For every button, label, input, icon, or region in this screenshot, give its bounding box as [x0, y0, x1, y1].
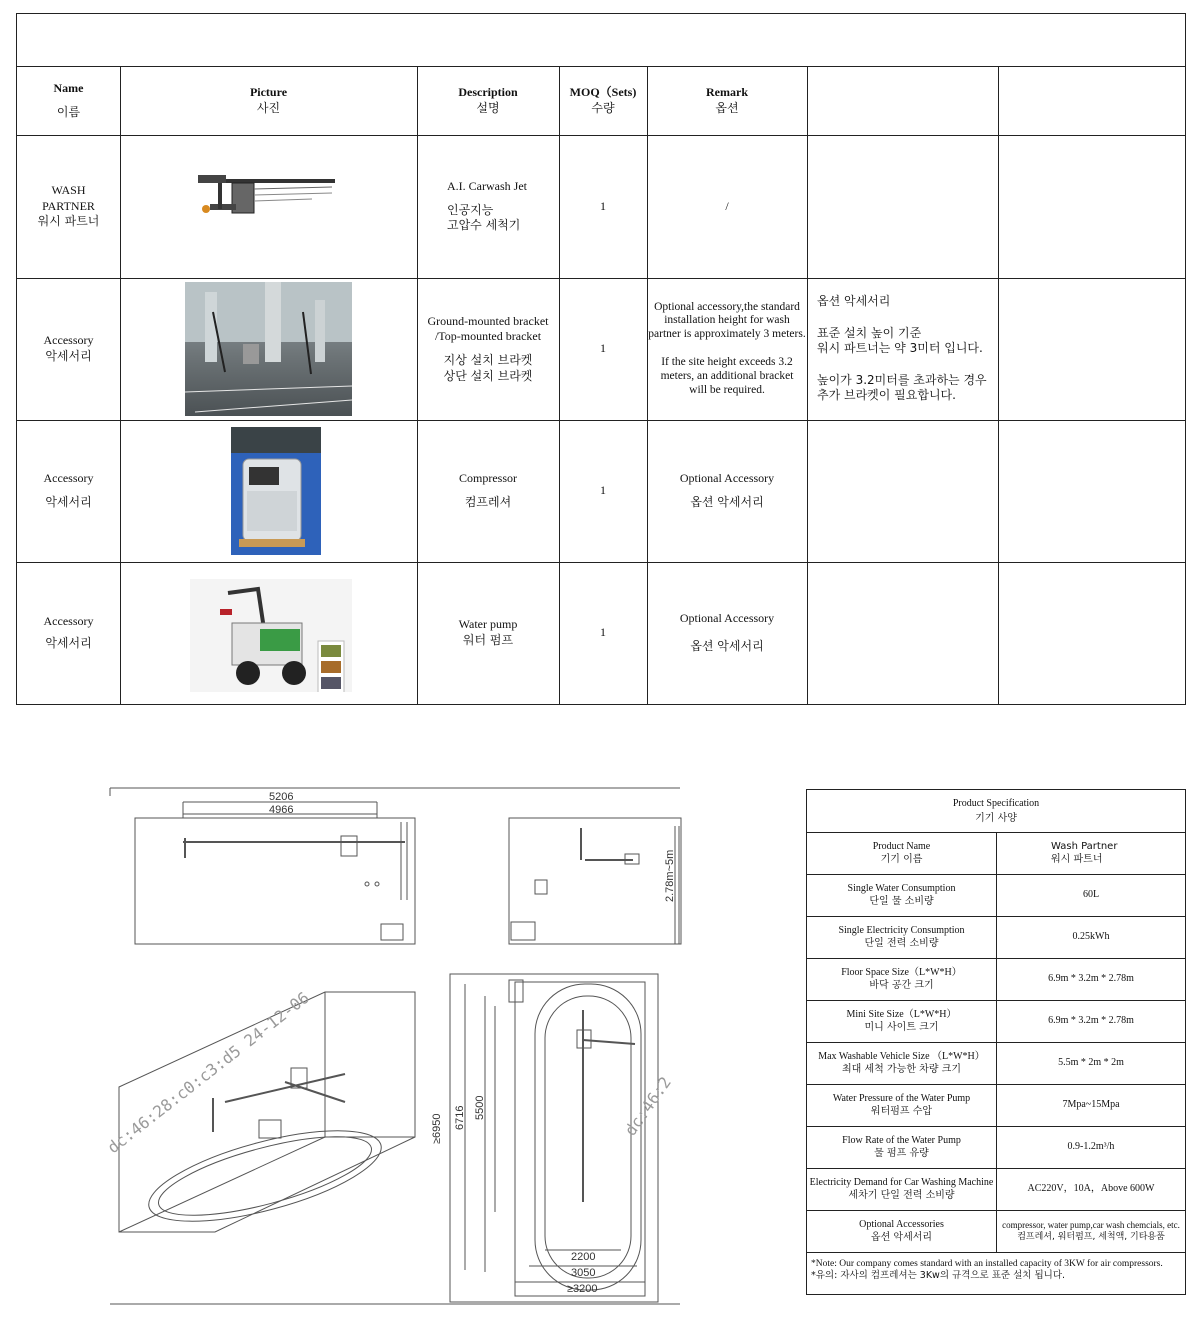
header-moq — [559, 66, 647, 135]
dim-length-outer: ≥6950 — [431, 1113, 443, 1144]
row4-moq — [559, 562, 647, 704]
row2-desc-ko1: 지상 설치 브라켓 — [443, 353, 533, 367]
header-moq-ko: 수량 — [591, 100, 615, 115]
spec-label-en: Optional Accessories — [859, 1219, 944, 1230]
row3-remark-ko: 옵션 악세서리 — [690, 495, 764, 509]
header-remark-ko: 옵션 — [715, 100, 739, 115]
header-picture-en: Picture — [249, 84, 288, 99]
water-pump-photo — [190, 579, 352, 692]
row2-note-ko3: 워시 파트너는 약 3미터 입니다. — [817, 341, 983, 356]
row4-desc-ko: 워터 펌프 — [462, 633, 514, 647]
product-table — [16, 13, 1186, 705]
spec-value: 6.9m * 3.2m * 2.78m — [1048, 973, 1134, 985]
spec-value: AC220V，10A，Above 600W — [1027, 1183, 1155, 1195]
header-name-en: Name — [53, 80, 84, 95]
row3-moq-value: 1 — [600, 483, 606, 498]
row2-note-ko4: 높이가 3.2미터를 초과하는 경우 — [817, 372, 987, 387]
spec-label-en: Electricity Demand for Car Washing Machine — [809, 1177, 994, 1188]
spec-title — [807, 790, 1185, 833]
header-name-ko: 이름 — [56, 104, 81, 119]
spec-value-ko: 워시 파트너 — [1051, 853, 1103, 865]
spec-row — [807, 1127, 1185, 1169]
row3-remark-en: Optional Accessory — [679, 471, 775, 486]
spec-value: 60L — [1082, 889, 1100, 901]
installation-drawing — [105, 782, 685, 1310]
spec-label-ko: 기기 이름 — [880, 853, 923, 865]
spec-title-en: Product Specification — [952, 798, 1040, 809]
row1-desc-ko1: 인공지능 — [447, 202, 494, 217]
header-remark — [647, 66, 807, 135]
spec-row — [807, 1211, 1185, 1253]
spec-row — [807, 833, 1185, 875]
row2-name-ko: 악세서리 — [45, 349, 92, 363]
row4-remark-ko: 옵션 악세서리 — [690, 639, 764, 653]
dim-width-inner: 2200 — [571, 1251, 596, 1263]
spec-row — [807, 959, 1185, 1001]
spec-label-en: Water Pressure of the Water Pump — [832, 1093, 971, 1104]
spec-note-ko: *유의: 자사의 컴프레셔는 3Kw의 규격으로 표준 설치 됩니다. — [811, 1270, 1066, 1282]
spec-value: 0.9-1.2m³/h — [1067, 1141, 1115, 1153]
row1-remark-value: / — [725, 198, 729, 213]
spec-row — [807, 1085, 1185, 1127]
spec-label-ko: 미니 사이트 크기 — [864, 1021, 939, 1033]
row1-remark — [647, 135, 807, 278]
bracket-photo — [185, 282, 352, 416]
spec-label-ko: 옵션 악세서리 — [870, 1231, 933, 1243]
row4-desc-en: Water pump — [458, 617, 518, 632]
row1-name-en: WASH PARTNER — [42, 183, 95, 213]
row2-desc-en1: Ground-mounted bracket — [427, 313, 549, 328]
compressor-photo — [231, 427, 321, 555]
row2-note-ko5: 추가 브라켓이 필요합니다. — [817, 388, 956, 403]
spec-label-ko: 바닥 공간 크기 — [869, 979, 934, 991]
row2-name-en: Accessory — [43, 333, 94, 348]
spec-row — [807, 917, 1185, 959]
header-description-en: Description — [458, 84, 518, 99]
header-moq-en: MOQ（Sets) — [569, 84, 637, 99]
dim-width-mid: 3050 — [571, 1267, 596, 1279]
header-description-ko: 설명 — [476, 100, 500, 115]
spec-label-ko: 단일 전력 소비량 — [864, 937, 939, 949]
row1-desc-en: A.I. Carwash Jet — [447, 179, 527, 194]
spec-row — [807, 1169, 1185, 1211]
spec-label-en: Floor Space Size（L*W*H） — [841, 967, 962, 978]
row4-remark-en: Optional Accessory — [679, 611, 775, 626]
col-divider — [998, 66, 999, 704]
spec-label-en: Mini Site Size（L*W*H） — [846, 1009, 957, 1020]
row3-remark — [647, 420, 807, 562]
col-divider — [120, 66, 121, 704]
dim-width-outer: ≥3200 — [567, 1283, 598, 1295]
row1-moq-value: 1 — [600, 198, 606, 213]
row3-desc-ko: 컴프레셔 — [464, 495, 512, 509]
header-picture-ko: 사진 — [256, 100, 281, 115]
row4-name — [17, 562, 120, 704]
row2-korean-note — [807, 278, 998, 420]
row1-name — [17, 135, 120, 278]
row3-name-en: Accessory — [43, 471, 94, 486]
row3-name-ko: 악세서리 — [45, 495, 92, 509]
spec-label-en: Product Name — [872, 841, 931, 852]
dim-top-outer: 5206 — [269, 791, 294, 803]
spec-row — [807, 1043, 1185, 1085]
spec-value: 7Mpa~15Mpa — [1062, 1099, 1120, 1111]
spec-label-en: Single Water Consumption — [847, 883, 956, 894]
row1-desc-ko2: 고압수 세척기 — [447, 218, 521, 233]
row1-moq — [559, 135, 647, 278]
spec-title-ko: 기기 사양 — [975, 813, 1017, 824]
wash-partner-photo — [192, 169, 342, 229]
spec-label-ko: 물 펌프 유량 — [874, 1147, 929, 1159]
row1-description — [417, 135, 559, 278]
row4-name-ko: 악세서리 — [45, 636, 92, 650]
row1-name-ko: 워시 파트너 — [37, 214, 100, 229]
header-description — [417, 66, 559, 135]
dim-length-inner: 5500 — [474, 1095, 486, 1120]
product-specification-table — [806, 789, 1186, 1295]
row2-description — [417, 278, 559, 420]
spec-label-en: Flow Rate of the Water Pump — [842, 1135, 961, 1146]
row2-remark-p1: Optional accessory,the standard installation height for wash partner is approximately 3 meters. — [648, 300, 806, 341]
spec-value: 0.25kWh — [1072, 931, 1110, 943]
spec-label-ko: 단일 물 소비량 — [869, 895, 934, 907]
row2-desc-en2: /Top-mounted bracket — [434, 329, 542, 344]
dim-length-mid: 6716 — [454, 1105, 466, 1130]
row4-description — [417, 562, 559, 704]
row4-remark — [647, 562, 807, 704]
row2-moq — [559, 278, 647, 420]
spec-note — [811, 1258, 1181, 1283]
watermark: dc:46:28:c0:c3:d5 24-12-06 — [105, 987, 313, 1158]
row2-remark-p2: If the site height exceeds 3.2 meters, an additional bracket will be required. — [660, 356, 794, 396]
header-name — [17, 66, 120, 135]
row2-name — [17, 278, 120, 420]
row2-desc-ko2: 상단 설치 브라켓 — [443, 368, 533, 383]
row4-name-en: Accessory — [43, 614, 94, 629]
spec-label-ko: 세차기 단일 전력 소비량 — [848, 1189, 955, 1201]
row4-moq-value: 1 — [600, 625, 606, 640]
spec-value: 6.9m * 3.2m * 2.78m — [1048, 1015, 1134, 1027]
header-remark-en: Remark — [706, 84, 748, 99]
spec-label-ko: 워터펌프 수압 — [870, 1105, 933, 1117]
spec-label-en: Single Electricity Consumption — [838, 925, 965, 936]
dim-side-height: 2.78m~5m — [664, 849, 676, 902]
row2-remark — [647, 278, 807, 420]
spec-label-ko: 최대 세척 가능한 차량 크기 — [842, 1063, 961, 1075]
spec-row — [807, 875, 1185, 917]
spec-value-ko: 컴프레셔, 워터펌프, 세척액, 기타용품 — [1017, 1231, 1165, 1242]
dim-top-inner: 4966 — [269, 804, 294, 816]
row2-note-ko1: 옵션 악세서리 — [817, 294, 891, 309]
spec-value: 5.5m * 2m * 2m — [1058, 1057, 1124, 1069]
spec-value: Wash Partner — [1051, 841, 1118, 852]
spec-note-en: *Note: Our company comes standard with an installed capacity of 3KW for air compressors. — [811, 1259, 1163, 1269]
row3-name — [17, 420, 120, 562]
row2-note-ko2: 표준 설치 높이 기준 — [817, 325, 922, 340]
row3-description — [417, 420, 559, 562]
row2-moq-value: 1 — [600, 341, 606, 356]
spec-label-en: Max Washable Vehicle Size （L*W*H） — [818, 1051, 985, 1062]
row3-desc-en: Compressor — [459, 471, 517, 486]
spec-row — [807, 1001, 1185, 1043]
watermark-right: dc:46:2 — [620, 1073, 675, 1140]
header-picture — [120, 66, 417, 135]
spec-value: compressor, water pump,car wash chemcials, etc. — [1002, 1220, 1180, 1231]
row3-moq — [559, 420, 647, 562]
